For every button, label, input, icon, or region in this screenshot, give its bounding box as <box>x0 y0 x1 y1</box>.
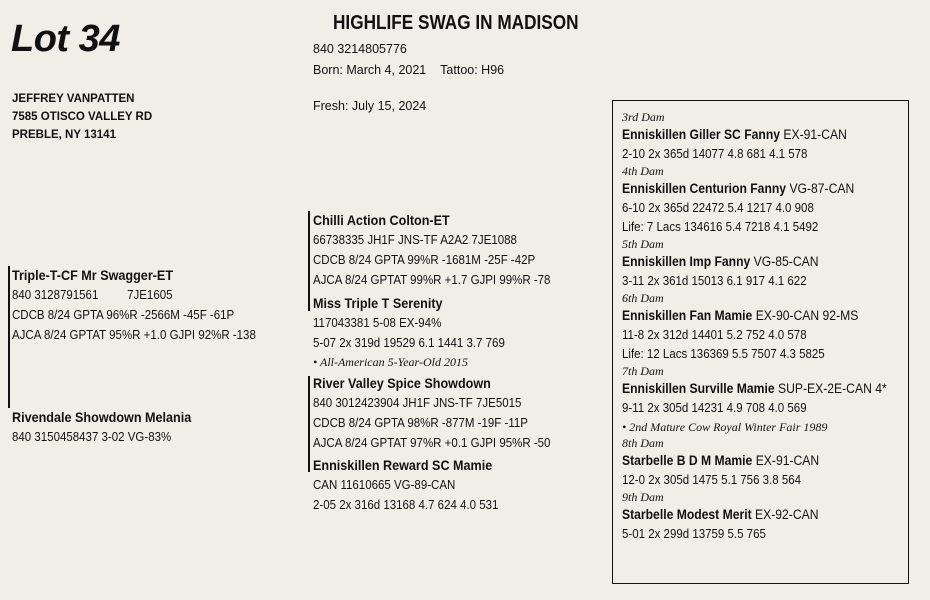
animal-fresh: Fresh: July 15, 2024 <box>313 99 427 113</box>
sire-sire-name: Chilli Action Colton-ET <box>313 212 450 228</box>
dam-entry-name: Enniskillen Imp Fanny VG-85-CAN <box>622 254 819 269</box>
dam-entry <box>622 164 907 237</box>
dam-generation: 7th Dam <box>622 364 664 378</box>
sire-dam-name: Miss Triple T Serenity <box>313 295 443 311</box>
dam-generation: 3rd Dam <box>622 110 665 124</box>
sire-side-bracket-line <box>308 211 310 311</box>
animal-name: HIGHLIFE SWAG IN MADISON <box>332 12 579 34</box>
sire-name: Triple-T-CF Mr Swagger-ET <box>12 267 174 283</box>
dam-entry-name: Enniskillen Giller SC Fanny EX-91-CAN <box>622 127 847 142</box>
sire-reg: 840 3128791561 <box>12 288 99 302</box>
dam-entry-name: Starbelle B D M Mamie EX-91-CAN <box>622 453 820 468</box>
sire-ajca: AJCA 8/24 GPTAT 95%R +1.0 GJPI 92%R -138 <box>12 328 256 342</box>
dam-sire-line3: AJCA 8/24 GPTAT 97%R +0.1 GJPI 95%R -50 <box>313 436 551 450</box>
dam-entry-name: Enniskillen Fan Mamie EX-90-CAN 92-MS <box>622 308 859 323</box>
sire-sire-line2: CDCB 8/24 GPTA 99%R -1681M -25F -42P <box>313 253 536 267</box>
dam-sire-line1: 840 3012423904 JH1F JNS-TF 7JE5015 <box>313 396 522 410</box>
dam-dam-block <box>313 455 515 515</box>
dam-entry-name: Enniskillen Surville Mamie SUP-EX-2E-CAN 4* <box>622 381 887 396</box>
dam-lifetime-record: Life: 7 Lacs 134616 5.4 7218 4.1 5492 <box>622 220 819 234</box>
dam-record: 9-11 2x 305d 14231 4.9 708 4.0 569 <box>622 401 807 415</box>
dam-line: 840 3150458437 3-02 VG-83% <box>12 430 172 444</box>
animal-registration: 840 3214805776 <box>313 42 407 56</box>
sire-code: 7JE1605 <box>127 288 173 302</box>
dam-record: 11-8 2x 312d 14401 5.2 752 4.0 578 <box>622 328 807 342</box>
dam-entry <box>622 237 907 291</box>
dam-side-bracket-line <box>308 376 310 472</box>
dam-note: • 2nd Mature Cow Royal Winter Fair 1989 <box>622 420 828 434</box>
sire-sire-block <box>313 210 571 290</box>
dam-entry-name: Enniskillen Centurion Fanny VG-87-CAN <box>622 181 855 196</box>
dam-generation: 6th Dam <box>622 291 664 305</box>
dam-dam-line2: 2-05 2x 316d 13168 4.7 624 4.0 531 <box>313 498 499 512</box>
dam-record: 12-0 2x 305d 1475 5.1 756 3.8 564 <box>622 473 802 487</box>
dam-generation: 9th Dam <box>622 490 664 504</box>
sire-dam-note: • All-American 5-Year-Old 2015 <box>313 355 468 369</box>
owner-name: JEFFREY VANPATTEN <box>12 93 135 105</box>
animal-born: Born: March 4, 2021 <box>313 63 427 77</box>
dam-lifetime-record: Life: 12 Lacs 136369 5.5 7507 4.3 5825 <box>622 347 825 361</box>
extended-dam-list <box>622 110 907 544</box>
dam-record: 5-01 2x 299d 13759 5.5 765 <box>622 527 766 541</box>
dam-generation: 8th Dam <box>622 436 664 450</box>
dam-record: 2-10 2x 365d 14077 4.8 681 4.1 578 <box>622 147 808 161</box>
dam-entry-name: Starbelle Modest Merit EX-92-CAN <box>622 507 819 522</box>
dam-sire-name: River Valley Spice Showdown <box>313 375 491 391</box>
owner-street: 7585 OTISCO VALLEY RD <box>12 111 153 123</box>
dam-entry <box>622 110 907 164</box>
sire-cdcb: CDCB 8/24 GPTA 96%R -2566M -45F -61P <box>12 308 235 322</box>
sire-dam-block <box>313 293 522 371</box>
sire-reg-line <box>12 285 256 305</box>
animal-birth-tattoo <box>313 60 504 81</box>
sire-sire-line3: AJCA 8/24 GPTAT 99%R +1.7 GJPI 99%R -78 <box>313 273 551 287</box>
sire-block <box>12 265 277 345</box>
dam-dam-line1: CAN 11610665 VG-89-CAN <box>313 478 456 492</box>
dam-entry <box>622 436 907 490</box>
animal-info <box>313 39 504 81</box>
dam-name: Rivendale Showdown Melania <box>12 409 192 425</box>
dam-sire-line2: CDCB 8/24 GPTA 98%R -877M -19F -11P <box>313 416 528 430</box>
owner-address <box>12 90 152 144</box>
dam-dam-name: Enniskillen Reward SC Mamie <box>313 457 493 473</box>
dam-block <box>12 407 211 447</box>
dam-record: 6-10 2x 365d 22472 5.4 1217 4.0 908 <box>622 201 814 215</box>
animal-tattoo: Tattoo: H96 <box>440 63 505 77</box>
sire-dam-line2: 5-07 2x 319d 19529 6.1 1441 3.7 769 <box>313 336 505 350</box>
dam-generation: 4th Dam <box>622 164 664 178</box>
sire-dam-line1: 117043381 5-08 EX-94% <box>313 316 442 330</box>
lot-number: Lot 34 <box>11 18 120 60</box>
dam-record: 3-11 2x 361d 15013 6.1 917 4.1 622 <box>622 274 807 288</box>
dam-entry <box>622 291 907 364</box>
sire-sire-line1: 66738335 JH1F JNS-TF A2A2 7JE1088 <box>313 233 517 247</box>
dam-entry <box>622 490 907 544</box>
dam-sire-block <box>313 373 571 453</box>
dam-entry <box>622 364 907 436</box>
sire-bracket-line <box>8 266 10 408</box>
owner-city: PREBLE, NY 13141 <box>12 129 116 141</box>
dam-generation: 5th Dam <box>622 237 664 251</box>
